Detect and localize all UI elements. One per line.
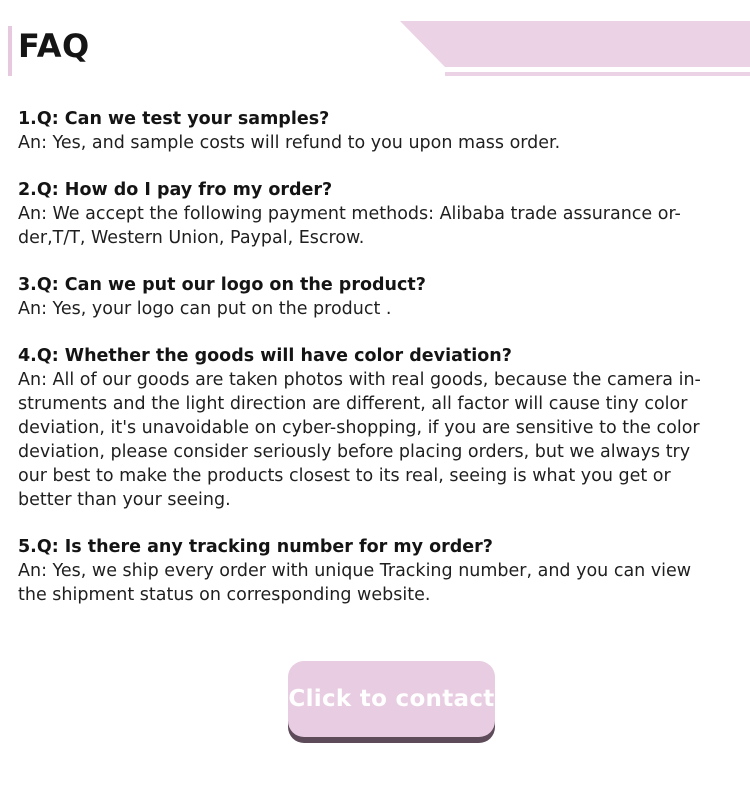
- contact-button[interactable]: [288, 661, 495, 743]
- faq-answer-line: An: Yes, and sample costs will refund to you upon mass order.: [18, 133, 561, 153]
- faq-answer-line: deviation, it's unavoidable on cyber-shopping, if you are sensitive to the color: [18, 418, 700, 438]
- faq-answer-line: An: We accept the following payment methods: Alibaba trade assurance or-: [18, 204, 681, 224]
- faq-answer-line: deviation, please consider seriously before placing orders, but we always try: [18, 442, 691, 462]
- faq-question: 5.Q: Is there any tracking number for my order?: [18, 537, 493, 557]
- faq-item: [18, 107, 728, 155]
- faq-list: [18, 107, 728, 630]
- faq-item: [18, 535, 728, 607]
- title-accent-bar: [8, 26, 12, 76]
- faq-answer-line: our best to make the products closest to its real, seeing is what you get or: [18, 466, 671, 486]
- faq-item: [18, 178, 728, 250]
- header-decoration: [0, 0, 750, 80]
- faq-item: [18, 273, 728, 321]
- faq-answer-line: struments and the light direction are different, all factor will cause tiny color: [18, 394, 688, 414]
- faq-answer-line: An: Yes, your logo can put on the product .: [18, 299, 392, 319]
- faq-answer-line: der,T/T, Western Union, Paypal, Escrow.: [18, 228, 365, 248]
- page-title: FAQ: [18, 27, 90, 65]
- contact-button-face[interactable]: [288, 661, 495, 737]
- faq-answer-line: better than your seeing.: [18, 490, 231, 510]
- faq-item: [18, 344, 728, 512]
- faq-answer-line: An: Yes, we ship every order with unique Tracking number, and you can view: [18, 561, 692, 581]
- faq-question: 4.Q: Whether the goods will have color deviation?: [18, 346, 512, 366]
- faq-answer-line: An: All of our goods are taken photos with real goods, because the camera in-: [18, 370, 701, 390]
- faq-question: 2.Q: How do I pay fro my order?: [18, 180, 333, 200]
- faq-question: 3.Q: Can we put our logo on the product?: [18, 275, 426, 295]
- contact-button-label: Click to contact: [288, 686, 495, 712]
- faq-header: [0, 0, 750, 80]
- faq-question: 1.Q: Can we test your samples?: [18, 109, 330, 129]
- faq-answer-line: the shipment status on corresponding website.: [18, 585, 431, 605]
